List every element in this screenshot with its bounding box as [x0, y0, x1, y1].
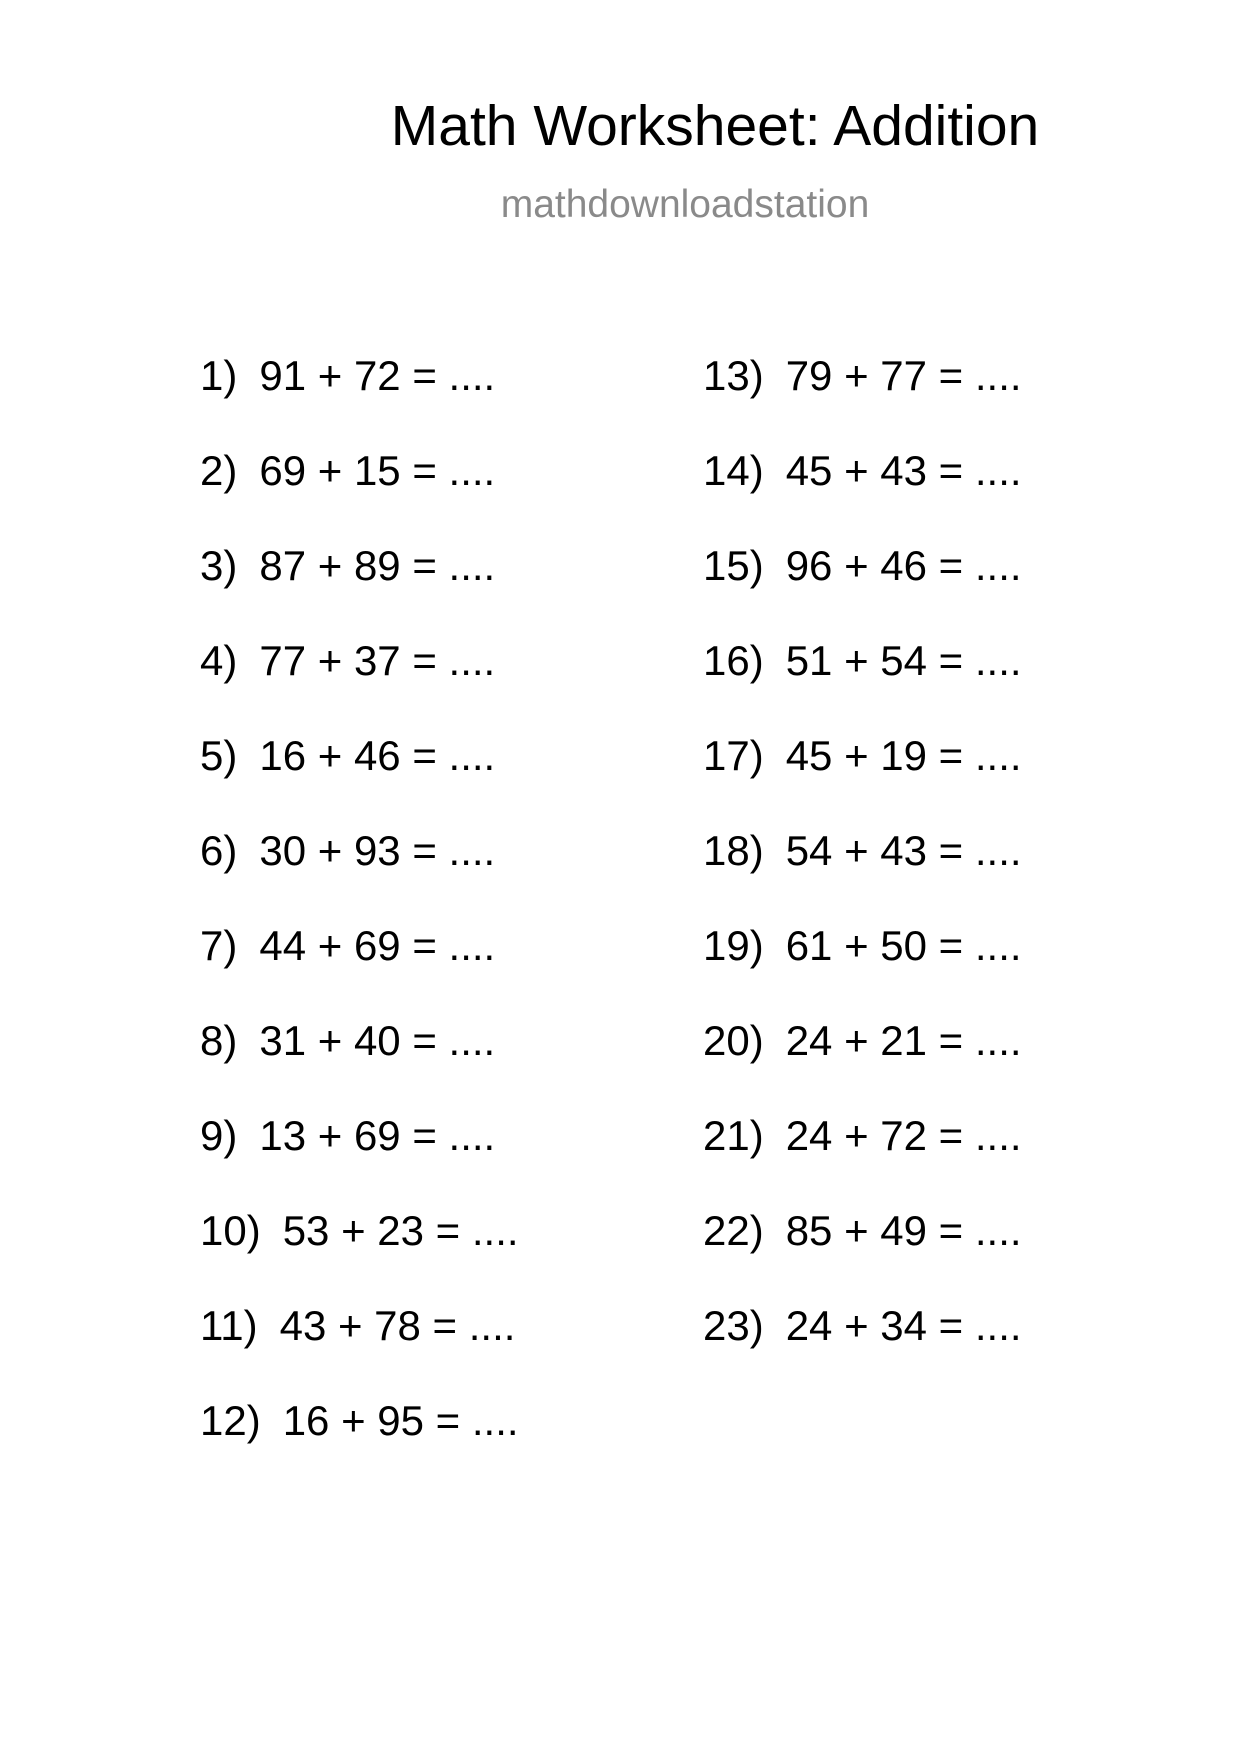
problem-number: 18): [703, 827, 764, 874]
problem-item: [200, 635, 519, 730]
problem-item: [703, 825, 1022, 920]
problem-number: 2): [200, 447, 238, 494]
problem-expression: 30 + 93 = ....: [259, 827, 496, 874]
problem-item: [703, 920, 1022, 1015]
problem-item: [703, 730, 1022, 825]
problem-expression: 85 + 49 = ....: [785, 1207, 1022, 1254]
problems-left-column: [200, 350, 519, 1490]
problem-number: 6): [200, 827, 238, 874]
problem-number: 7): [200, 922, 238, 969]
problem-number: 8): [200, 1017, 238, 1064]
problem-item: [703, 1300, 1022, 1395]
problem-item: [703, 635, 1022, 730]
problem-expression: 45 + 43 = ....: [785, 447, 1022, 494]
problem-number: 5): [200, 732, 238, 779]
problem-item: [703, 540, 1022, 635]
problem-expression: 24 + 72 = ....: [785, 1112, 1022, 1159]
problem-expression: 16 + 46 = ....: [259, 732, 496, 779]
problem-item: [200, 1395, 519, 1490]
problem-item: [703, 445, 1022, 540]
problem-number: 4): [200, 637, 238, 684]
problem-item: [200, 445, 519, 540]
problem-number: 21): [703, 1112, 764, 1159]
problem-expression: 87 + 89 = ....: [259, 542, 496, 589]
problem-item: [200, 1205, 519, 1300]
problem-expression: 61 + 50 = ....: [785, 922, 1022, 969]
worksheet-subtitle: mathdownloadstation: [500, 183, 870, 226]
problem-expression: 91 + 72 = ....: [259, 352, 496, 399]
problem-number: 3): [200, 542, 238, 589]
problem-expression: 79 + 77 = ....: [785, 352, 1022, 399]
problem-item: [200, 540, 519, 635]
problem-number: 15): [703, 542, 764, 589]
problem-item: [703, 1015, 1022, 1110]
problem-expression: 96 + 46 = ....: [785, 542, 1022, 589]
problem-number: 11): [200, 1302, 258, 1349]
problem-item: [703, 1110, 1022, 1205]
problem-number: 14): [703, 447, 764, 494]
problem-item: [200, 730, 519, 825]
problem-number: 12): [200, 1397, 261, 1444]
problems-right-column: [703, 350, 1022, 1395]
problem-number: 19): [703, 922, 764, 969]
worksheet-title: Math Worksheet: Addition: [390, 94, 1040, 158]
problem-number: 17): [703, 732, 764, 779]
problem-expression: 13 + 69 = ....: [259, 1112, 496, 1159]
problem-expression: 69 + 15 = ....: [259, 447, 496, 494]
problem-expression: 51 + 54 = ....: [785, 637, 1022, 684]
problem-number: 22): [703, 1207, 764, 1254]
problem-item: [200, 825, 519, 920]
problem-expression: 45 + 19 = ....: [785, 732, 1022, 779]
problem-item: [200, 920, 519, 1015]
problem-expression: 24 + 34 = ....: [785, 1302, 1022, 1349]
problem-expression: 31 + 40 = ....: [259, 1017, 496, 1064]
problem-number: 23): [703, 1302, 764, 1349]
problem-number: 9): [200, 1112, 238, 1159]
problem-item: [703, 1205, 1022, 1300]
problem-number: 13): [703, 352, 764, 399]
problem-item: [200, 1300, 519, 1395]
problem-item: [200, 350, 519, 445]
problem-item: [200, 1110, 519, 1205]
problem-number: 10): [200, 1207, 261, 1254]
problem-expression: 43 + 78 = ....: [279, 1302, 516, 1349]
problem-expression: 44 + 69 = ....: [259, 922, 496, 969]
problem-expression: 16 + 95 = ....: [282, 1397, 519, 1444]
problem-expression: 77 + 37 = ....: [259, 637, 496, 684]
problem-number: 16): [703, 637, 764, 684]
problem-number: 1): [200, 352, 238, 399]
problem-expression: 54 + 43 = ....: [785, 827, 1022, 874]
problem-item: [200, 1015, 519, 1110]
problem-expression: 53 + 23 = ....: [282, 1207, 519, 1254]
problem-item: [703, 350, 1022, 445]
problem-number: 20): [703, 1017, 764, 1064]
problem-expression: 24 + 21 = ....: [785, 1017, 1022, 1064]
